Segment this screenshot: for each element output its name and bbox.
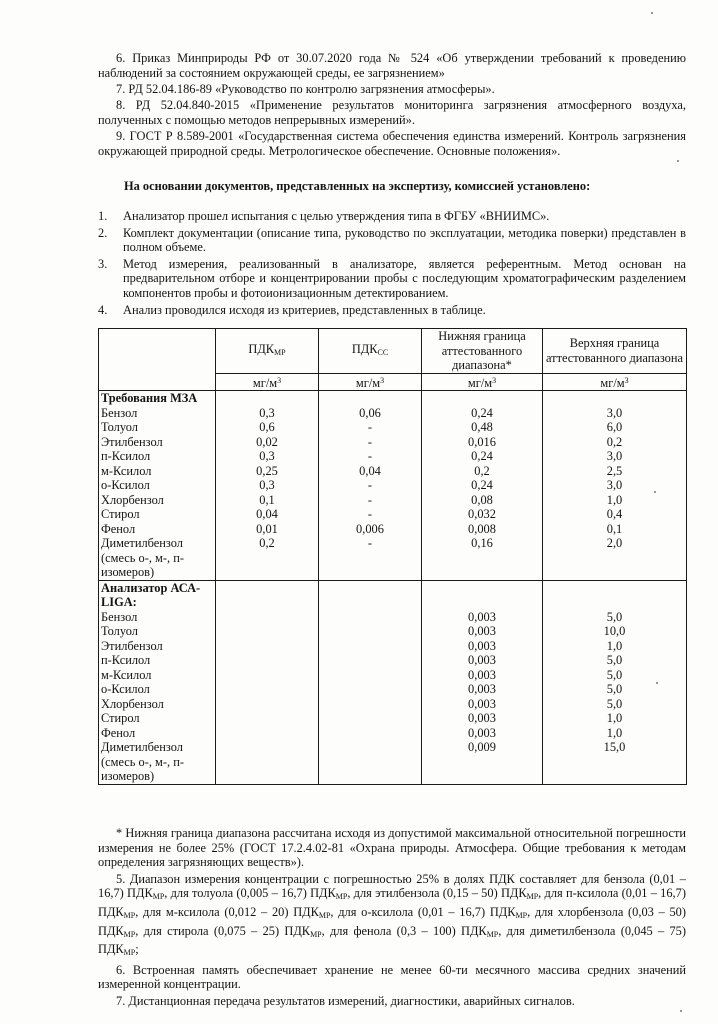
- pdk-mr-value: 0,25: [256, 463, 278, 478]
- lower-bound-value: 0,003: [468, 609, 496, 624]
- analyzer-pdk-ss-cell: [319, 580, 422, 784]
- upper-bound-value: 1,0: [606, 711, 623, 725]
- finding-item: [98, 257, 686, 301]
- upper-bound-value: 1,0: [606, 638, 623, 653]
- substance-name: о-Ксилол: [101, 682, 150, 696]
- lower-bound-value: 0,08: [471, 492, 493, 507]
- upper-bound-value: [545, 769, 684, 784]
- scan-speck: [677, 160, 679, 162]
- pdk-ss-value: -: [367, 507, 373, 521]
- substance-name: Хлорбензол: [101, 492, 164, 507]
- substance-name: Стирол: [101, 711, 140, 725]
- lower-bound-value: 0,16: [471, 536, 493, 550]
- header-lower-bound: Нижняя граница аттестованного диапазона*: [422, 329, 543, 374]
- substance-name: Фенол: [101, 521, 136, 536]
- upper-bound-value: 5,0: [606, 667, 623, 682]
- list-item-9: 9. ГОСТ Р 8.589-2001 «Государственная система обеспечения единства измерений. Контроль загрязнения окружающей природной среды. Метрологическое обеспечение. Основные положения».: [98, 129, 686, 158]
- upper-bound-value: 5,0: [606, 682, 623, 696]
- header-pdk-ss: $ПДК_{СС}$: [319, 329, 422, 374]
- lower-bound-value: 0,003: [468, 667, 496, 682]
- substance-name: Бензол: [101, 405, 138, 420]
- criteria-table: [98, 328, 687, 785]
- finding-text: Анализ проводился исходя из критериев, представленных в таблице.: [123, 302, 486, 317]
- pdk-mr-value: 0,3: [259, 405, 275, 420]
- table-section-analyzer: [99, 580, 687, 784]
- upper-bound-value: 6,0: [606, 420, 623, 434]
- finding-number: 4.: [98, 302, 108, 317]
- substance-name: Этилбензол: [101, 638, 163, 653]
- lower-bound-value: [424, 769, 540, 784]
- upper-bound-value: 3,0: [606, 478, 623, 492]
- pdk-mr-value: 0,01: [256, 521, 278, 536]
- paragraph-item-7: 7. Дистанционная передача результатов измерений, диагностики, аварийных сигналов.: [116, 993, 575, 1008]
- lower-bound-value: 0,48: [471, 420, 493, 434]
- substance-name: Диметилбензол: [101, 536, 183, 550]
- substance-name: изомеров): [101, 565, 155, 579]
- substance-name: м-Ксилол: [101, 667, 152, 682]
- substance-name: Этилбензол: [101, 434, 163, 449]
- footnote: [98, 826, 686, 1009]
- lower-bound-value: 0,003: [468, 653, 496, 667]
- scan-speck: [651, 12, 653, 14]
- substance-name: Диметилбензол: [101, 740, 183, 754]
- pdk-mr-value: [218, 565, 316, 580]
- finding-item: [98, 226, 686, 255]
- upper-bound-value: 3,0: [606, 449, 623, 463]
- lower-bound-value: 0,24: [471, 478, 493, 492]
- upper-bound-value: 0,2: [606, 434, 623, 449]
- unit-cell: $мг/м^3$: [319, 373, 422, 391]
- mza-pdk-mr-cell: [216, 391, 319, 581]
- substance-name: Стирол: [101, 507, 140, 521]
- finding-text: Комплект документации (описание типа, руководство по эксплуатации, методика поверки) представлен в полном объеме.: [123, 225, 686, 255]
- table-section-mza: [99, 391, 687, 581]
- lower-bound-value: 0,24: [471, 449, 493, 463]
- lower-bound-value: 0,003: [468, 711, 496, 725]
- scan-speck: [680, 1010, 682, 1012]
- upper-bound-value: 5,0: [606, 653, 623, 667]
- pdk-mr-value: 0,02: [256, 434, 278, 449]
- pdk-mr-value: 0,04: [256, 507, 278, 521]
- lower-bound-value: 0,2: [474, 463, 490, 478]
- substance-name: Фенол: [101, 725, 136, 740]
- upper-bound-value: 1,0: [606, 492, 623, 507]
- analyzer-upper-cell: [543, 580, 687, 784]
- paragraph-item-5: 5. Диапазон измерения концентрации с погрешностью 25% в долях ПДК составляет для бензола (0,01 – 16,7) $ПДК_{МР}$, для толуола (0,005 – 16,7) $ПДК_{МР}$, для этилбензола (0,15 – 50) $ПДК_{МР}$, для п-ксилола (0,01 – 16,7) $ПДК_{МР}$, для м-ксилола (0,012 – 20) $ПДК_{МР}$, для о-ксилола (0,01 – 16,7) $ПДК_{МР}$, для хлорбензола (0,03 – 50) $ПДК_{МР}$, для стирола (0,075 – 25) $ПДК_{МР}$, для фенола (0,3 – 100) $ПДК_{МР}$, для диметилбензола (0,045 – 75) $ПДК_{МР}$;: [98, 871, 686, 958]
- upper-bound-value: 5,0: [606, 609, 623, 624]
- pdk-ss-value: 0,06: [359, 405, 381, 420]
- upper-bound-value: 15,0: [603, 740, 626, 754]
- lower-bound-value: [424, 755, 540, 770]
- unit-cell: $мг/м^3$: [216, 373, 319, 391]
- section-title: LIGA:: [101, 595, 137, 609]
- mza-names-cell: [99, 391, 216, 581]
- analyzer-pdk-mr-cell: [216, 580, 319, 784]
- pdk-mr-value: 0,1: [259, 492, 275, 507]
- substance-name: Бензол: [101, 609, 138, 624]
- pdk-ss-value: -: [367, 449, 373, 463]
- upper-bound-value: 0,1: [606, 521, 623, 536]
- section-title: Требования МЗА: [101, 391, 198, 405]
- substance-name: Хлорбензол: [101, 696, 164, 711]
- header-pdk-mr: $ПДК_{МР}$: [216, 329, 319, 374]
- upper-bound-value: [545, 551, 684, 566]
- upper-bound-value: 10,0: [603, 624, 626, 638]
- lower-bound-value: 0,003: [468, 624, 496, 638]
- scan-speck: [654, 491, 656, 493]
- list-item-6: 6. Приказ Минприроды РФ от 30.07.2020 года № 524 «Об утверждении требований к проведению наблюдений за состоянием окружающей среды, ее загрязнением»: [98, 51, 686, 80]
- table-header-row: [99, 329, 687, 374]
- pdk-ss-value: [321, 551, 419, 566]
- pdk-mr-value: [218, 551, 316, 566]
- finding-item: [98, 209, 686, 224]
- finding-text: Метод измерения, реализованный в анализаторе, является референтным. Метод основан на предварительном отборе и концентрировании пробы с последующим хроматографическим разделением компонентов пробы и фотоионизационным детектированием.: [123, 256, 686, 300]
- findings-list: [98, 209, 686, 317]
- lower-bound-value: 0,003: [468, 696, 496, 711]
- upper-bound-value: 3,0: [606, 405, 623, 420]
- unit-cell: $мг/м^3$: [543, 373, 687, 391]
- upper-bound-value: 2,5: [606, 463, 623, 478]
- upper-bound-value: [545, 565, 684, 580]
- upper-bound-value: 2,0: [606, 536, 623, 550]
- mza-upper-cell: [543, 391, 687, 581]
- table-header-empty: [99, 329, 216, 391]
- header-upper-bound: Верхняя граница аттестованного диапазона: [543, 329, 687, 374]
- lower-bound-value: 0,24: [471, 405, 493, 420]
- finding-number: 1.: [98, 209, 108, 223]
- substance-name: м-Ксилол: [101, 463, 152, 478]
- pdk-ss-value: 0,006: [356, 521, 384, 536]
- analyzer-names-cell: [99, 580, 216, 784]
- analyzer-lower-cell: [422, 580, 543, 784]
- upper-bound-value: [545, 755, 684, 770]
- lower-bound-value: [424, 565, 540, 580]
- list-item-8: 8. РД 52.04.840-2015 «Применение результатов мониторинга загрязнения атмосферного воздуха, полученных с помощью методов непрерывных измерений».: [98, 98, 686, 127]
- finding-text: Анализатор прошел испытания с целью утверждения типа в ФГБУ «ВНИИМС».: [123, 209, 550, 223]
- paragraph-item-6: 6. Встроенная память обеспечивает хранение не менее 60-ти месячного массива средних значений измеренной концентрации.: [98, 962, 686, 992]
- pdk-mr-value: 0,3: [259, 449, 275, 463]
- substance-name: Толуол: [101, 624, 138, 638]
- unit-cell: $мг/м^3$: [422, 373, 543, 391]
- substance-name: о-Ксилол: [101, 478, 150, 492]
- pdk-mr-value: 0,6: [259, 420, 275, 434]
- lower-bound-value: 0,016: [468, 434, 496, 449]
- substance-name: Толуол: [101, 420, 138, 434]
- pdk-ss-value: 0,04: [359, 463, 381, 478]
- lower-bound-value: 0,003: [468, 638, 496, 653]
- lower-bound-value: 0,003: [468, 682, 496, 696]
- section-title: Анализатор АСА-: [101, 580, 201, 595]
- pdk-ss-value: -: [367, 420, 373, 434]
- finding-item: [98, 303, 686, 318]
- upper-bound-value: 1,0: [606, 725, 623, 740]
- pdk-ss-value: -: [367, 492, 373, 507]
- finding-number: 3.: [98, 256, 108, 271]
- scan-speck: [656, 682, 658, 684]
- mza-lower-cell: [422, 391, 543, 581]
- footnote-text: * Нижняя граница диапазона рассчитана исходя из допустимой максимальной относительной погрешности измерения не более 25% (ГОСТ 17.2.4.02-81 «Охрана природы. Атмосфера. Общие требования к методам определения загрязняющих веществ»).: [98, 826, 686, 870]
- pdk-ss-value: [321, 565, 419, 580]
- substance-name: (смесь о-, м-, п-: [101, 550, 184, 565]
- list-item-7: 7. РД 52.04.186-89 «Руководство по контролю загрязнения атмосферы».: [116, 82, 495, 96]
- mza-pdk-ss-cell: [319, 391, 422, 581]
- upper-bound-value: 5,0: [606, 696, 623, 711]
- lower-bound-value: 0,003: [468, 725, 496, 740]
- pdk-mr-value: 0,2: [259, 536, 275, 550]
- finding-number: 2.: [98, 225, 108, 240]
- pdk-ss-value: -: [367, 478, 373, 492]
- section-heading: На основании документов, представленных на экспертизу, комиссией установлено:: [124, 179, 591, 193]
- substance-name: п-Ксилол: [101, 653, 151, 667]
- substance-name: (смесь о-, м-, п-: [101, 754, 184, 769]
- substance-name: изомеров): [101, 769, 155, 783]
- lower-bound-value: 0,009: [468, 740, 496, 754]
- pdk-ss-value: -: [367, 536, 373, 550]
- upper-bound-value: 0,4: [606, 507, 623, 521]
- pdk-mr-value: 0,3: [259, 478, 275, 492]
- substance-name: п-Ксилол: [101, 449, 151, 463]
- lower-bound-value: 0,008: [468, 521, 496, 536]
- pdk-ss-value: -: [367, 434, 373, 449]
- lower-bound-value: 0,032: [468, 507, 496, 521]
- lower-bound-value: [424, 551, 540, 566]
